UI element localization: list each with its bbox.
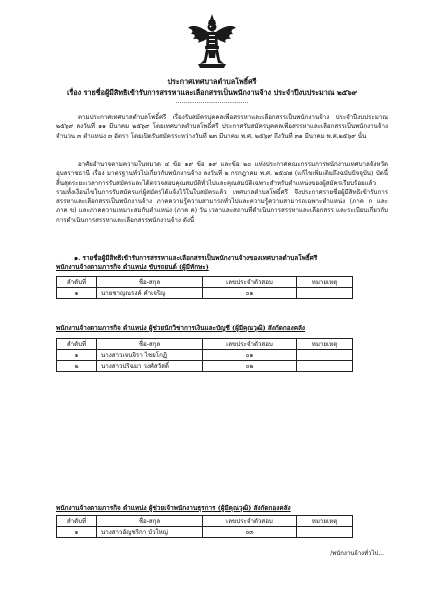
- garuda-emblem-icon: [186, 12, 238, 72]
- table-header-row: [57, 516, 353, 527]
- section1-subtitle: [56, 263, 396, 272]
- table-row: [57, 527, 353, 538]
- paragraph-authority-text: อาศัยอำนาจตามความในหมวด ๔ ข้อ ๑๙ ข้อ ๑๙ และข้อ ๒๐ แห่งประกาศคณะกรรมการพนักงานเทศบาลจังหวัดอุบลราชธานี เรื่อง มาตรฐานทั่วไปเกี่ยวกับพนักงานจ้าง ลงวันที่ ๒ กรกฎาคม พ.ศ. ๒๕๔๗ (แก้ไขเพิ่มเติมถึงฉบับปัจจุบัน) บัดนี้สิ้นสุดระยะเวลาการรับสมัครและได้ตรวจสอบคุณสมบัติทั่วไปและคุณสมบัติเฉพาะสำหรับตำแหน่งของผู้สมัครเรียบร้อยแล้ว รวมทั้งเงื่อนไขในการรับสมัครแก่ผู้สมัครได้แจ้งไว้ในใบสมัครแล้ว เทศบาลตำบลโพธิ์ศรี จึงประกาศรายชื่อผู้มีสิทธิเข้ารับการสรรหาและเลือกสรรเป็นพนักงานจ้าง ภาคความรู้ความสามารถทั่วไปและความรู้ความสามารถเฉพาะตำแหน่ง (ภาค ก และ ภาค ข) และภาคความเหมาะสมกับตำแหน่ง (ภาค ค) วัน เวลาและสถานที่ดำเนินการสรรหาและเลือกสรร และระเบียบเกี่ยวกับการดำเนินการสรรหาและเลือกสรรพนักงานจ้าง ดังนี้: [56, 161, 388, 224]
- table-row: [57, 361, 353, 372]
- section2-title: พนักงานจ้างตามภารกิจ ตำแหน่ง ผู้ช่วยนักวิชาการเงินและบัญชี (ผู้มีคุณวุฒิ) สังกัดกองคลัง: [56, 324, 306, 332]
- cell-exam-id: ๐๑: [203, 350, 297, 361]
- cell-note: [297, 527, 353, 538]
- cell-name: นางสาวอัญชริกา บัวใหญ่: [97, 527, 203, 538]
- section1-title: รายชื่อผู้มีสิทธิเข้ารับการสรรหาและเลือกสรรเป็นพนักงานจ้างของเทศบาลตำบลโพธิ์ศรี: [82, 254, 318, 262]
- cell-note: [297, 288, 353, 299]
- header-rule: ......................................: [175, 98, 249, 105]
- table-finance: [56, 338, 353, 372]
- table-driver: [56, 276, 353, 299]
- cell-no: ๑: [57, 527, 97, 538]
- org-title: ประกาศเทศบาลตำบลโพธิ์ศรี: [167, 77, 257, 86]
- section1-number: ๑.: [74, 254, 81, 262]
- cell-exam-id: ๐๒: [203, 361, 297, 372]
- col-header-name: ชื่อ-สกุล: [97, 277, 203, 288]
- subject-line: เรื่อง รายชื่อผู้มีสิทธิเข้ารับการสรรหาและเลือกสรรเป็นพนักงานจ้าง ประจำปีงบประมาณ ๒๕๖๙: [67, 88, 357, 97]
- table-row: [57, 350, 353, 361]
- section3-heading: [56, 504, 396, 513]
- document-header: [0, 76, 424, 106]
- paragraph-authority: [56, 160, 388, 225]
- col-header-name: ชื่อ-สกุล: [97, 339, 203, 350]
- paragraph-intro-text: ตามประกาศเทศบาลตำบลโพธิ์ศรี เรื่องรับสมัครบุคคลเพื่อสรรหาและเลือกสรรเป็นพนักงานจ้าง ประจำปีงบประมาณ ๒๕๖๙ ลงวันที่ ๑๑ มีนาคม ๒๕๖๙ โดยเทศบาลตำบลโพธิ์ศรี ประกาศรับสมัครบุคคลเพื่อสรรหาและเลือกสรรเป็นพนักงานจ้าง จำนวน ๓ ตำแหน่ง ๓ อัตรา โดยเปิดรับสมัครระหว่างวันที่ ๒๓ มีนาคม พ.ศ. ๒๕๖๙ ถึงวันที่ ๓๑ มีนาคม พ.ศ.๒๕๖๙ นั้น: [56, 114, 388, 140]
- cell-no: ๑: [57, 288, 97, 299]
- cell-exam-id: ๐๓: [203, 527, 297, 538]
- cell-name: นางสาวเจนจิรา ไชยโกฏิ: [97, 350, 203, 361]
- col-header-name: ชื่อ-สกุล: [97, 516, 203, 527]
- table-row: [57, 288, 353, 299]
- col-header-no: ลำดับที่: [57, 339, 97, 350]
- section2-heading: [56, 324, 396, 333]
- cell-exam-id: ๐๑: [203, 288, 297, 299]
- col-header-exam-id: เลขประจำตัวสอบ: [203, 516, 297, 527]
- cell-note: [297, 361, 353, 372]
- continuation-note: /พนักงานจ้างทั่วไป...: [330, 550, 384, 557]
- col-header-exam-id: เลขประจำตัวสอบ: [203, 339, 297, 350]
- section1-heading: [56, 254, 396, 263]
- col-header-exam-id: เลขประจำตัวสอบ: [203, 277, 297, 288]
- col-header-note: หมายเหตุ: [297, 277, 353, 288]
- col-header-note: หมายเหตุ: [297, 339, 353, 350]
- table-header-row: [57, 339, 353, 350]
- table-admin: [56, 515, 353, 538]
- cell-name: นางสาวปริฉมา วงศ์สวัสดิ์: [97, 361, 203, 372]
- cell-note: [297, 350, 353, 361]
- col-header-no: ลำดับที่: [57, 277, 97, 288]
- section1-subtitle-text: พนักงานจ้างตามภารกิจ ตำแหน่ง ขับรถยนต์ (ผู้มีทักษะ): [56, 263, 209, 271]
- col-header-no: ลำดับที่: [57, 516, 97, 527]
- cell-no: ๑: [57, 350, 97, 361]
- table-header-row: [57, 277, 353, 288]
- section3-title: พนักงานจ้างตามภารกิจ ตำแหน่ง ผู้ช่วยเจ้าพนักงานธุรการ (ผู้มีคุณวุฒิ) สังกัดกองคลัง: [56, 504, 291, 512]
- col-header-note: หมายเหตุ: [297, 516, 353, 527]
- cell-no: ๒: [57, 361, 97, 372]
- paragraph-intro: [56, 113, 388, 141]
- cell-name: นายชาญณรงค์ คำเจริญ: [97, 288, 203, 299]
